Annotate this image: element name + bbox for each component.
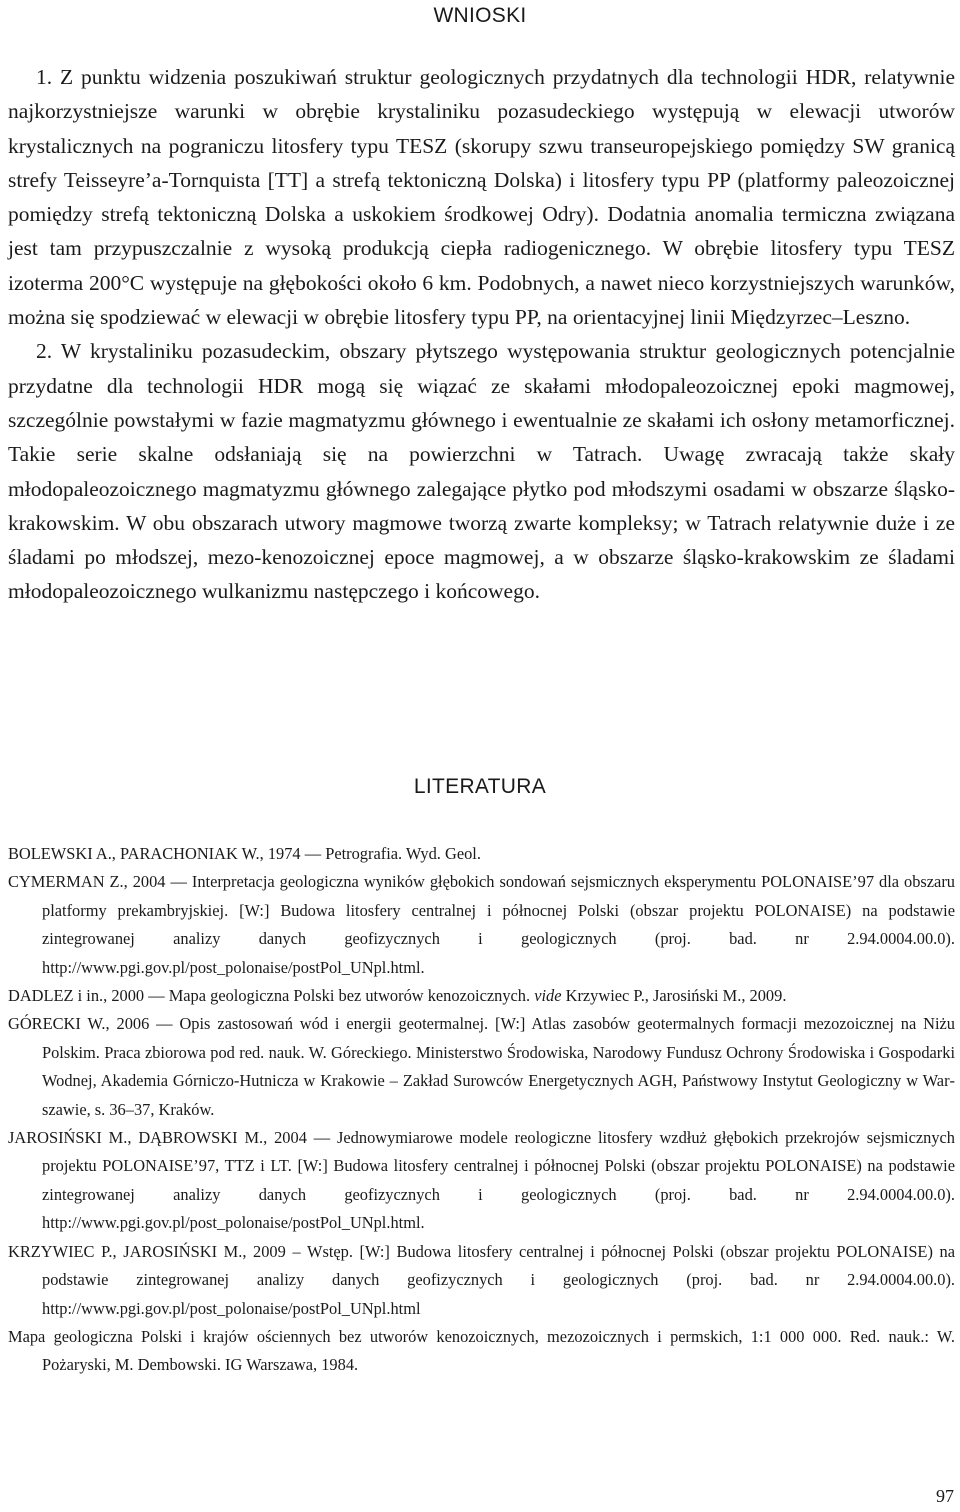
- reference-dadlez-tail: Krzywiec P., Jarosiński M., 2009.: [561, 986, 787, 1006]
- conclusions-heading: WNIOSKI: [433, 4, 527, 27]
- reference-bolewski: BOLEWSKI A., PARACHONIAK W., 1974 — Petrografia. Wyd. Geol.: [8, 844, 481, 863]
- literature-heading: LITERATURA: [413, 775, 547, 798]
- conclusion-paragraph-1: 1. Z punktu widzenia poszukiwań struktur geologicznych przydatnych dla technologii HDR, relatywnie najkorzystniejsze warunki w obrębie krystaliniku pozasudeckiego występują w elewacji utworów krystalicznych na pograniczu litosfery typu TESZ (skorupy szwu transeuropejskiego pomiędzy SW granicą strefy Teisseyre’a-Tornquista [TT] a strefą tektoniczną Dolska) i litosfery typu PP (platformy paleozoicznej pomiędzy strefą tektoniczną Dolska a uskokiem środkowej Odry). Dodatnia anomalia termiczna związana jest tam przypuszczalnie z wysoką produkcją ciepła radiogenicznego. W obrębie litosfery typu TESZ izoterma 200°C występuje na głębokości około 6 km. Podobnych, a nawet nieco korzystniejszych warunków, można się spodziewać w elewacji w obrębie litosfery typu PP, na orientacyjnej linii Międzyrzec–Leszno.: [8, 65, 955, 330]
- reference-list: [8, 840, 955, 1380]
- reference-mapa: Mapa geologiczna Polski i krajów ościennych bez utworów kenozoicznych, mezozoicznych i permskich, 1:1 000 000. Red. nauk.: W. Pożaryski, M. Dembowski. IG Warszawa, 1984.: [8, 1326, 955, 1375]
- reference-dadlez-vide: vide: [534, 986, 562, 1006]
- reference-jarosinski: JAROSIŃSKI M., DĄBROWSKI M., 2004 — Jednowymiarowe modele reologiczne litosfery wzdłuż głębokich przekrojów sejsmicznych projektu POLONAISE’97, TTZ i LT. [W:] Budowa litosfery centralnej i północnej Polski (obszar projektu POLONAISE) na podstawie zintegrowanej analizy danych geofizycznych i geologicznych (proj. bad. nr 2.94.0004.00.0). http://www.pgi.gov.pl/post_polonaise/postPol_UNpl.html.: [8, 1128, 955, 1233]
- conclusion-paragraph-2: 2. W krystaliniku pozasudeckim, obszary płytszego występowania struktur geologicznych potencjalnie przydatne dla technologii HDR mogą się wiązać ze skałami młodopaleozoicznej epoki magmowej, szczególnie powstałymi w fazie magmatyzmu głównego i ewentualnie ze skałami ich osłony metamorficznej. Takie serie skalne odsłaniają się na powierzchni w Tatrach. Uwagę zwracają także skały młodopaleozoicznego magmatyzmu głównego zalegające płytko pod młodszymi osadami w obszarze śląsko-krakowskim. W obu obszarach utwory magmowe tworzą zwarte kompleksy; w Tatrach relatywnie duże i ze śladami po młodszej, mezo-kenozoicznej epoce magmowej, a w obszarze śląsko-krakowskim ze śladami młodopaleozoicznego wulkanizmu następczego i końcowego.: [8, 339, 955, 604]
- conclusions-body: [8, 60, 955, 609]
- reference-dadlez-main: DADLEZ i in., 2000 — Mapa geologiczna Polski bez utworów kenozoicznych.: [8, 986, 535, 1006]
- reference-dadlez: [8, 982, 955, 1010]
- reference-krzywiec: KRZYWIEC P., JAROSIŃSKI M., 2009 – Wstęp. [W:] Budowa litosfery centralnej i północnej Polski (obszar projektu POLONAISE) na podstawie zintegrowanej analizy danych geofizycznych i geologicznych (proj. bad. nr 2.94.0004.00.0). http://www.pgi.gov.pl/post_polonaise/postPol_UNpl.html: [8, 1241, 955, 1318]
- page-number: 97: [936, 1486, 954, 1506]
- reference-gorecki: GÓRECKI W., 2006 — Opis zastosowań wód i energii geotermalnej. [W:] Atlas zasobów geotermalnych formacji mezozoicznej na Niżu Polskim. Praca zbiorowa pod red. nauk. W. Góreckiego. Ministerstwo Środowiska, Narodowy Fundusz Ochrony Środowiska i Gospodarki Wodnej, Akademia Górniczo-Hutnicza w Krakowie – Zakład Surowców Energetycznych AGH, Państwowy Instytut Geologiczny w Warszawie, s. 36–37, Kraków.: [8, 1014, 955, 1119]
- reference-cymerman: CYMERMAN Z., 2004 — Interpretacja geologiczna wyników głębokich sondowań sejsmicznych eksperymentu POLONAISE’97 dla obszaru platformy prekambryjskiej. [W:] Budowa litosfery centralnej i północnej Polski (obszar projektu POLONAISE) na podstawie zintegrowanej analizy danych geofizycznych i geologicznych (proj. bad. nr 2.94.0004.00.0). http://www.pgi.gov.pl/post_polonaise/postPol_UNpl.html.: [8, 872, 955, 977]
